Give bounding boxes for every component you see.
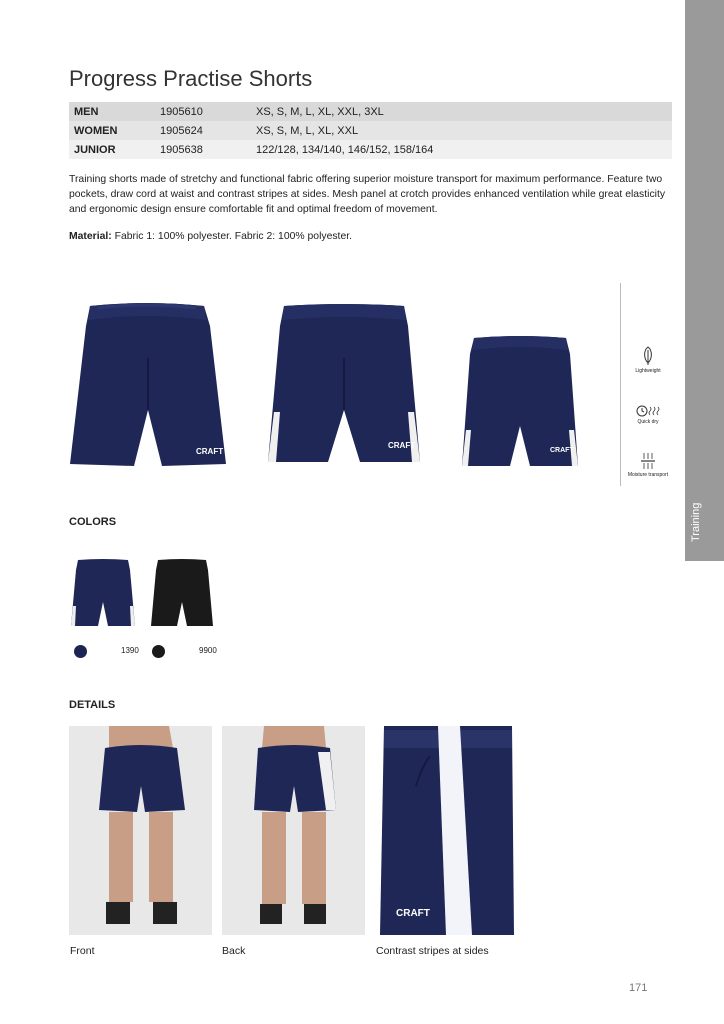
material-label: Material:	[69, 231, 112, 242]
product-image-women	[264, 302, 424, 468]
size-group: WOMEN	[69, 121, 160, 140]
detail-photo-back	[222, 726, 365, 935]
feather-icon	[642, 346, 654, 366]
product-title: Progress Practise Shorts	[69, 66, 313, 91]
size-group: MEN	[69, 102, 160, 121]
article-code: 1905624	[160, 121, 256, 140]
feature-quick-dry	[623, 403, 673, 425]
brand-logo: CRAFT	[388, 441, 416, 450]
table-row	[69, 140, 672, 159]
feature-label: Lightweight	[635, 368, 661, 374]
detail-caption: Back	[222, 945, 246, 957]
detail-caption: Front	[70, 945, 95, 957]
moisture-transport-icon	[640, 452, 656, 470]
product-description: Training shorts made of stretchy and functional fabric offering superior moisture transport for maximum performance. Feature two pockets, draw cord at waist and contrast stripes at sides. Mesh panel at crotch provides enhanced ventilation while great elasticity and ergonomic design ensure comfortable fit and optimal freedom of movement.	[69, 174, 666, 215]
divider	[620, 283, 621, 486]
color-code: 1390	[121, 646, 139, 655]
size-group: JUNIOR	[69, 140, 160, 159]
feature-lightweight	[623, 346, 673, 374]
brand-logo: CRAFT	[196, 447, 224, 456]
color-code: 9900	[199, 646, 217, 655]
size-list: XS, S, M, L, XL, XXL, 3XL	[256, 102, 672, 121]
detail-caption: Contrast stripes at sides	[376, 945, 489, 957]
brand-logo: CRAFT	[396, 908, 430, 919]
brand-logo: CRAFT	[550, 447, 574, 454]
feature-label: Moisture transport	[627, 472, 669, 478]
product-image-men	[66, 298, 232, 470]
details-heading: DETAILS	[69, 699, 116, 711]
color-swatch-image-black	[150, 558, 214, 628]
color-dot-navy	[74, 645, 87, 658]
quick-dry-icon	[636, 403, 660, 417]
detail-photo-front	[69, 726, 212, 935]
size-list: XS, S, M, L, XL, XXL	[256, 121, 672, 140]
color-swatch-image-navy	[70, 558, 136, 628]
detail-photo-stripes	[376, 726, 519, 935]
article-code: 1905638	[160, 140, 256, 159]
material-text: Fabric 1: 100% polyester. Fabric 2: 100% polyester.	[111, 231, 352, 242]
feature-moisture-transport	[623, 452, 673, 478]
color-dot-black	[152, 645, 165, 658]
colors-heading: COLORS	[69, 516, 117, 528]
size-list: 122/128, 134/140, 146/152, 158/164	[256, 140, 672, 159]
material-line	[69, 231, 679, 242]
article-code: 1905610	[160, 102, 256, 121]
table-row	[69, 102, 672, 121]
page-number: 171	[629, 982, 648, 994]
section-tab-label: Training	[690, 502, 702, 542]
table-row	[69, 121, 672, 140]
section-tab	[685, 0, 724, 561]
product-image-junior	[458, 334, 582, 470]
feature-label: Quick dry	[637, 419, 659, 425]
size-table	[69, 102, 672, 159]
